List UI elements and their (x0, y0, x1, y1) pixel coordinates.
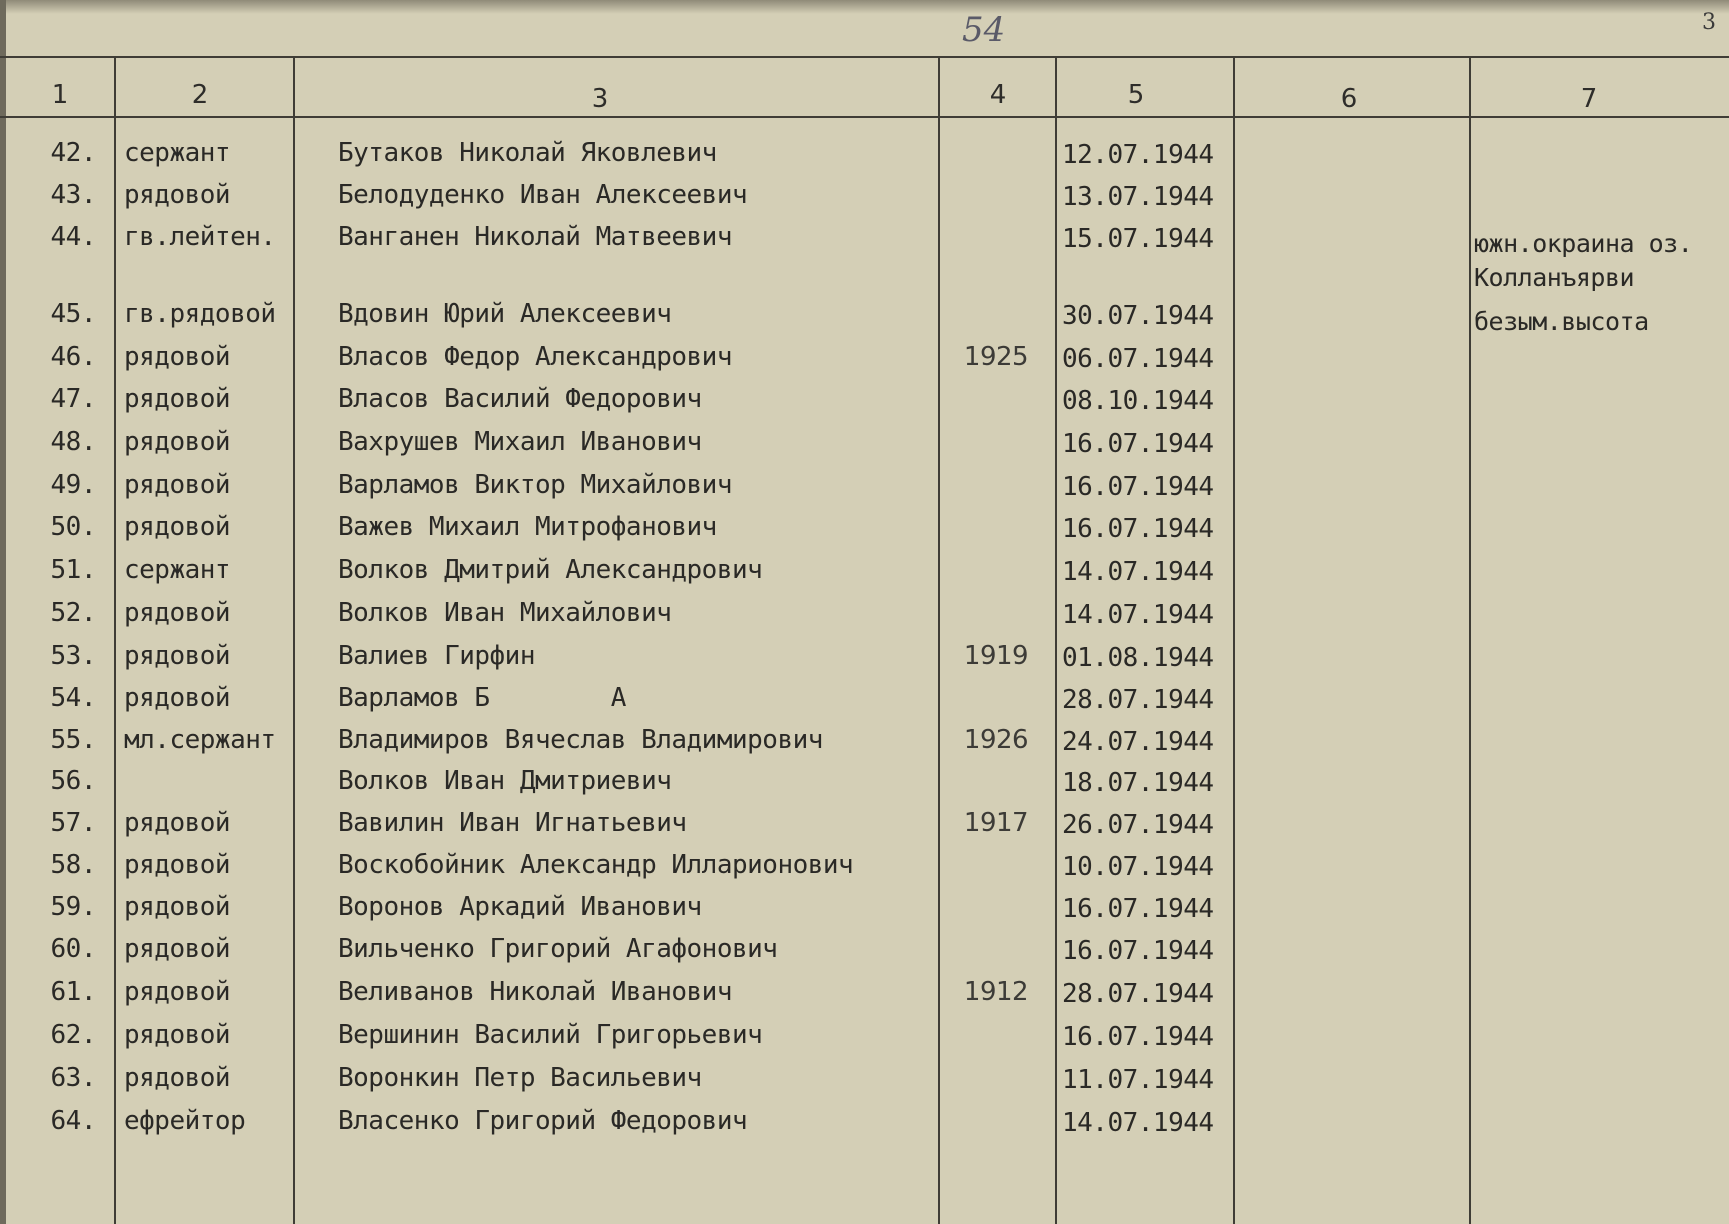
row-number: 61. (50, 977, 96, 1007)
rank: рядовой (124, 934, 231, 964)
full-name: Вавилин Иван Игнатьевич (338, 808, 687, 838)
full-name: Воронов Аркадий Иванович (338, 892, 702, 922)
column-divider (293, 56, 295, 1224)
full-name: Бутаков Николай Яковлевич (338, 138, 717, 168)
column-header: 5 (1127, 80, 1145, 110)
death-date: 06.07.1944 (1062, 344, 1214, 374)
row-number: 63. (50, 1063, 96, 1093)
rank: рядовой (124, 342, 231, 372)
corner-sheet-number: 3 (1702, 10, 1716, 35)
row-number: 53. (50, 641, 96, 671)
row-number: 52. (50, 598, 96, 628)
death-date: 14.07.1944 (1062, 557, 1214, 587)
row-number: 58. (50, 850, 96, 880)
column-divider (938, 56, 940, 1224)
column-divider (1233, 56, 1235, 1224)
full-name: Волков Иван Дмитриевич (338, 766, 672, 796)
full-name: Власенко Григорий Федорович (338, 1106, 748, 1136)
location-note: безым.высота (1474, 307, 1649, 336)
column-divider (1469, 56, 1471, 1224)
death-date: 16.07.1944 (1062, 894, 1214, 924)
rank: рядовой (124, 892, 231, 922)
row-number: 50. (50, 512, 96, 542)
birth-year: 1912 (963, 977, 1029, 1007)
row-number: 45. (50, 299, 96, 329)
rank: рядовой (124, 1063, 231, 1093)
death-date: 28.07.1944 (1062, 685, 1214, 715)
death-date: 26.07.1944 (1062, 810, 1214, 840)
rank: рядовой (124, 598, 231, 628)
rank: рядовой (124, 1020, 231, 1050)
row-number: 51. (50, 555, 96, 585)
death-date: 10.07.1944 (1062, 852, 1214, 882)
full-name: Воскобойник Александр Илларионович (338, 850, 854, 880)
full-name: Владимиров Вячеслав Владимирович (338, 725, 823, 755)
row-number: 55. (50, 725, 96, 755)
birth-year: 1919 (963, 641, 1029, 671)
full-name: Важев Михаил Митрофанович (338, 512, 717, 542)
scan-left-edge (0, 0, 6, 1224)
birth-year: 1917 (963, 808, 1029, 838)
row-number: 43. (50, 180, 96, 210)
row-number: 42. (50, 138, 96, 168)
full-name: Вдовин Юрий Алексеевич (338, 299, 672, 329)
row-number: 46. (50, 342, 96, 372)
row-number: 44. (50, 222, 96, 252)
death-date: 15.07.1944 (1062, 224, 1214, 254)
rank: гв.рядовой (124, 299, 276, 329)
rank: ефрейтор (124, 1106, 246, 1136)
column-header: 1 (51, 80, 69, 110)
row-number: 57. (50, 808, 96, 838)
rank: рядовой (124, 977, 231, 1007)
scan-top-edge (0, 0, 1729, 14)
full-name: Варламов Виктор Михайлович (338, 470, 732, 500)
rank: рядовой (124, 850, 231, 880)
death-date: 16.07.1944 (1062, 936, 1214, 966)
full-name: Волков Иван Михайлович (338, 598, 672, 628)
rank: рядовой (124, 384, 231, 414)
full-name: Воронкин Петр Васильевич (338, 1063, 702, 1093)
row-number: 48. (50, 427, 96, 457)
column-divider (1055, 56, 1057, 1224)
location-note: Колланъярви (1474, 263, 1635, 292)
rank: гв.лейтен. (124, 222, 276, 252)
handwritten-page-number: 54 (962, 10, 1006, 50)
full-name: Варламов Б А (338, 683, 626, 713)
rank: рядовой (124, 427, 231, 457)
death-date: 16.07.1944 (1062, 429, 1214, 459)
death-date: 30.07.1944 (1062, 301, 1214, 331)
full-name: Власов Василий Федорович (338, 384, 702, 414)
rank: рядовой (124, 808, 231, 838)
full-name: Веливанов Николай Иванович (338, 977, 732, 1007)
rank: рядовой (124, 470, 231, 500)
birth-year: 1926 (963, 725, 1029, 755)
death-date: 16.07.1944 (1062, 514, 1214, 544)
death-date: 13.07.1944 (1062, 182, 1214, 212)
death-date: 12.07.1944 (1062, 140, 1214, 170)
death-date: 28.07.1944 (1062, 979, 1214, 1009)
death-date: 14.07.1944 (1062, 1108, 1214, 1138)
death-date: 14.07.1944 (1062, 600, 1214, 630)
death-date: 18.07.1944 (1062, 768, 1214, 798)
death-date: 01.08.1944 (1062, 643, 1214, 673)
full-name: Волков Дмитрий Александрович (338, 555, 763, 585)
column-divider (114, 56, 116, 1224)
row-number: 54. (50, 683, 96, 713)
column-header: 2 (191, 80, 209, 110)
row-number: 56. (50, 766, 96, 796)
row-number: 60. (50, 934, 96, 964)
row-number: 64. (50, 1106, 96, 1136)
location-note: южн.окраина оз. (1474, 229, 1693, 258)
rank: мл.сержант (124, 725, 276, 755)
birth-year: 1925 (963, 342, 1029, 372)
full-name: Вильченко Григорий Агафонович (338, 934, 778, 964)
column-header: 3 (591, 84, 609, 114)
full-name: Вершинин Василий Григорьевич (338, 1020, 763, 1050)
column-header: 4 (989, 80, 1007, 110)
rank: сержант (124, 138, 231, 168)
rank: рядовой (124, 683, 231, 713)
column-header: 6 (1340, 84, 1358, 114)
column-header: 7 (1580, 84, 1598, 114)
rank: сержант (124, 555, 231, 585)
rank: рядовой (124, 641, 231, 671)
death-date: 16.07.1944 (1062, 1022, 1214, 1052)
full-name: Власов Федор Александрович (338, 342, 732, 372)
full-name: Белодуденко Иван Алексеевич (338, 180, 748, 210)
death-date: 24.07.1944 (1062, 727, 1214, 757)
rank: рядовой (124, 180, 231, 210)
death-date: 16.07.1944 (1062, 472, 1214, 502)
death-date: 08.10.1944 (1062, 386, 1214, 416)
row-number: 49. (50, 470, 96, 500)
row-number: 59. (50, 892, 96, 922)
full-name: Ванганен Николай Матвеевич (338, 222, 732, 252)
row-number: 47. (50, 384, 96, 414)
full-name: Валиев Гирфин (338, 641, 535, 671)
full-name: Вахрушев Михаил Иванович (338, 427, 702, 457)
death-date: 11.07.1944 (1062, 1065, 1214, 1095)
row-number: 62. (50, 1020, 96, 1050)
rank: рядовой (124, 512, 231, 542)
